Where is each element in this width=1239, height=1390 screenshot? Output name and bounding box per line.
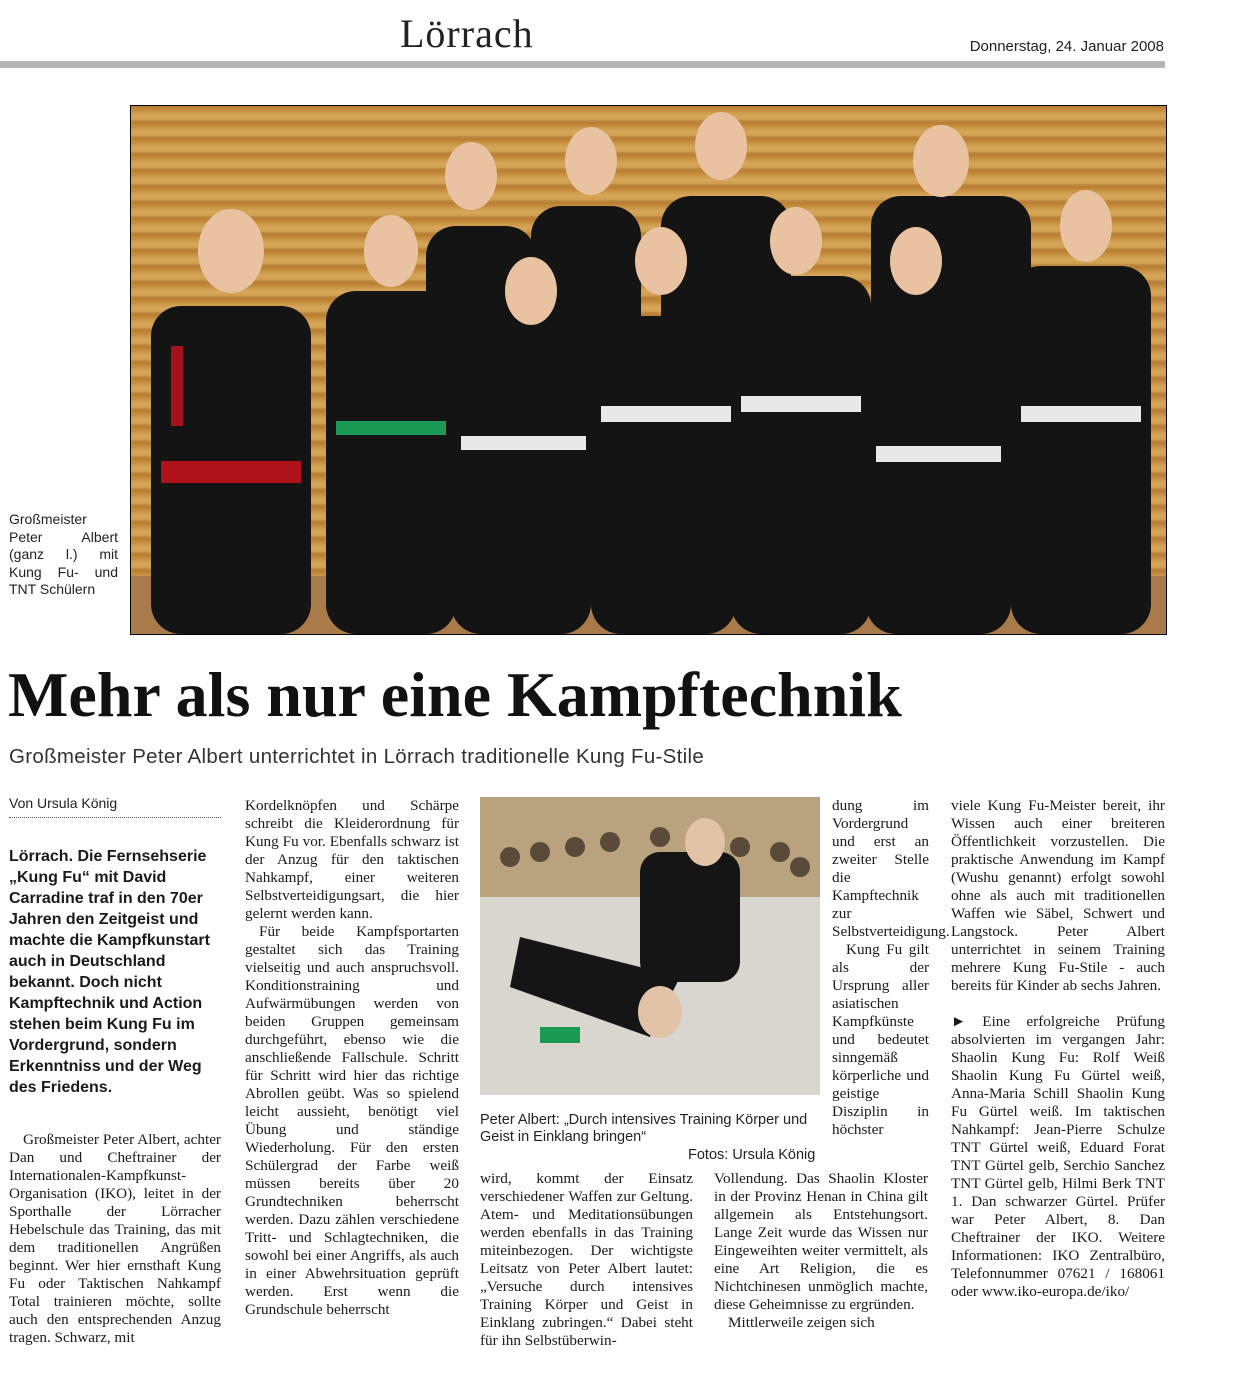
group-photo-illustration [131, 106, 1166, 634]
byline: Von Ursula König [9, 795, 221, 818]
paragraph: Für beide Kampfsportarten gestaltet sich das Training vielseitig und auch anspruchsvoll. Konditionstraining und Aufwärmübungen werden von beiden Gruppen gemeinsam durchgeführt, ebenso wie die anschließende Fallschule. Schritt für Schritt wird hier das richtige Abrollen geübt. Was so spielend leicht aussieht, benötigt viel Übung und ständige Wiederholung. Für den ersten Schülergrad der Farbe weiß müssen bereits über 20 Grundtechniken beherrscht werden. Dazu zählen verschiedene Tritt- und Schlagtechniken, die sowohl bei einer Angriffs, als auch in einer Abwehrsituation geprüft werden. Erst wenn die Grundschule beherrscht [245, 923, 459, 1318]
main-photo-caption: Großmeister Peter Albert (ganz l.) mit Kung Fu- und TNT Schülern [9, 511, 118, 597]
inline-photo-caption: Peter Albert: „Durch intensives Training Körper und Geist in Einklang bringen“ [480, 1112, 808, 1145]
paragraph: Mittlerweile zeigen sich [728, 1314, 875, 1331]
header-rule [0, 61, 1165, 68]
paragraph: dung im Vordergrund und erst an zweiter Stelle die Kampftechnik zur Selbstverteidigung. [832, 797, 950, 940]
article-column-1 [9, 1131, 221, 1347]
paragraph: Großmeister Peter Albert, achter Dan und Cheftrainer der Internationalen-Kampfkunst-Organisation (IKO), leitet in der Sporthalle der Lörracher Hebelschule das Training, das mit dem traditionellen Angrüßen beginnt. Wer hier ernsthaft Kung Fu oder Taktischen Nahkampf Total trainieren möchte, sollte auch den entsprechenden Anzug tragen. Schwarz, mit [9, 1131, 221, 1346]
article-column-5 [951, 797, 1165, 1301]
article-column-4-top [832, 797, 950, 1139]
publication-date: Donnerstag, 24. Januar 2008 [969, 38, 1164, 55]
training-photo-illustration [480, 797, 820, 1095]
main-photo [130, 105, 1167, 635]
article-headline: Mehr als nur eine Kampftechnik [8, 659, 902, 730]
paragraph: Vollendung. Das Shaolin Kloster in der Provinz Henan in China gilt allgemein als Entstehungsort. Lange Zeit wurde das Wissen nur Eingeweihten weiter vermittelt, als eine Art Religion, die es Nichtchinesen unmöglich machte, diese Geheimnisse zu ergründen. [714, 1170, 928, 1313]
article-column-4-bottom [714, 1170, 928, 1332]
article-column-2 [245, 797, 459, 1319]
article-lead: Lörrach. Die Fernsehserie „Kung Fu“ mit David Carradine traf in den 70er Jahren den Zeitgeist und machte die Kampfkunstart auch in Deutschland bekannt. Doch nicht Kampftechnik und Action stehen beim Kung Fu im Vordergrund, sondern Erkenntniss und der Weg des Friedens. [9, 848, 210, 1096]
paragraph: Kordelknöpfen und Schärpe schreibt die Kleiderordnung für Kung Fu vor. Ebenfalls schwarz ist der Anzug für den taktischen Nahkampf, einer weiteren Selbstverteidigungsart, die hier gelernt werden kann. [245, 797, 459, 922]
section-title: Lörrach [400, 11, 534, 56]
exam-results-paragraph: ► Eine erfolgreiche Prüfung absolvierten im vergangen Jahr: Shaolin Kung Fu: Rolf Weiß Shaolin Kung Fu Gürtel weiß, Anna-Maria Schill Shaolin Kung Fu Gürtel weiß. Im taktischen Nahkampf: Jean-Pierre Schulze TNT Gürtel weiß, Eduard Forat TNT Gürtel gelb, Serchio Sanchez TNT Gürtel gelb, Hilmi Berk TNT 1. Dan schwarzer Gürtel. Prüfer war Peter Albert, 8. Dan Cheftrainer der IKO. Weitere Informationen: IKO Zentralbüro, Telefonnummer 07621 / 168061 oder www.iko-europa.de/iko/ [951, 1013, 1165, 1300]
article-column-3-bottom [480, 1170, 693, 1350]
paragraph: viele Kung Fu-Meister bereit, ihr Wissen auch einer breiteren Öffentlichkeit vorzustellen. Die praktische Anwendung im Kampf (Wushu genannt) erfolgt sowohl ohne als auch mit traditionellen Waffen wie Säbel, Schwert und Langstock. Peter Albert unterrichtet in seinem Training mehrere Kung Fu-Stile - auch bereits für Kinder ab sechs Jahren. [951, 797, 1165, 994]
paragraph: Kung Fu gilt als der Ursprung aller asiatischen Kampfkünste und bedeutet sinngemäß körperliche und geistige Disziplin in höchster [832, 941, 929, 1138]
photo-credit: Fotos: Ursula König [688, 1147, 816, 1163]
article-subheadline: Großmeister Peter Albert unterrichtet in Lörrach traditionelle Kung Fu-Stile [9, 745, 705, 768]
inline-photo [480, 797, 820, 1095]
paragraph: wird, kommt der Einsatz verschiedener Waffen zur Geltung. Atem- und Meditationsübungen werden ebenfalls in das Training miteinbezogen. Der wichtigste Leitsatz von Peter Albert lautet: „Versuche durch intensives Training Körper und Geist in Einklang zubringen.“ Dabei steht für ihn Selbstüberwin- [480, 1170, 693, 1349]
